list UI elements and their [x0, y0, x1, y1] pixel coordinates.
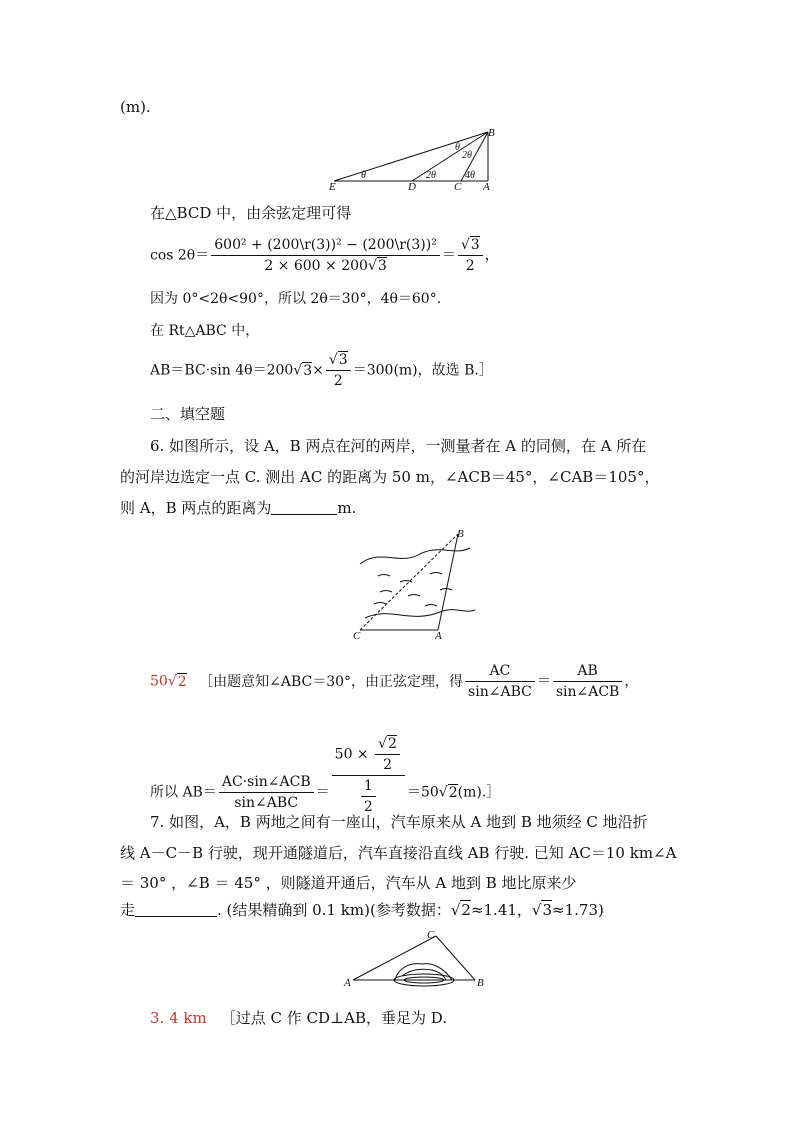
q6-line1: 6. 如图所示，设 A，B 两点在河的两岸，一测量者在 A 的同侧，在 A 所在 [150, 437, 647, 455]
rt-triangle-line: 在 Rt△ABC 中， [150, 323, 260, 339]
answer-blank[interactable] [271, 500, 337, 515]
ab-result-line: AB＝BC·sin 4θ＝200√3× $\frac{√3}{2}$ ＝300(m)，故选 B.］ [150, 352, 493, 389]
cosine-formula: cos 2θ＝ $\frac{\text{600² + (200\textbackslash{}r(3))² − (200\textbackslash{}r(3))²}}{2 \times 600 \times 200√3}$ ＝ $\frac{√3}{2}$ ， [150, 237, 499, 274]
q6-line2: 的河岸边选定一点 C. 测出 AC 的距离为 50 m，∠ACB＝45°，∠CAB＝105°， [120, 468, 660, 486]
angle-range-line: 因为 0°<2θ<90°，所以 2θ＝30°，4θ＝60°. [150, 291, 442, 307]
angle-b2: 2θ [462, 150, 472, 161]
label-B: B [457, 528, 464, 540]
angle-b1: θ [455, 142, 460, 153]
answer-blank[interactable] [135, 902, 217, 917]
q6-line3: 则 A，B 两点的距离为 m. [120, 499, 357, 517]
label-A: A [483, 181, 490, 193]
q7-line2: 线 A－C－B 行驶，现开通隧道后，汽车直接沿直线 AB 行驶. 已知 AC＝10 km∠A [120, 844, 677, 862]
figure-river [350, 526, 480, 641]
angle-e: θ [361, 170, 366, 181]
q7-answer: 3. 4 km [150, 1009, 207, 1027]
q6-answer: 50√2 [150, 673, 187, 690]
q7-line3: ＝ 30° ，∠B ＝ 45° ，则隧道开通后，汽车从 A 地到 B 地比原来少 [120, 874, 577, 892]
label-C: C [353, 630, 361, 641]
q7-solution: 3. 4 km ［过点 C 作 CD⊥AB，垂足为 D. [150, 1009, 447, 1027]
q6-solution-line1: 50√2 ［由题意知∠ABC＝30°，由正弦定理，得 $\frac{AC}{\text{sin∠ABC}}$ ＝ $\frac{AB}{\text{sin∠ACB}}$ ， [150, 663, 639, 700]
q6-solution-line2: 所以 AB＝ $\frac{\text{AC·sin∠ACB}}{\text{sin∠ABC}}$ ＝ 50 × $\frac{√2}{2}$ $\frac{1}{2}$ ＝50√2(m).］ [150, 736, 501, 815]
label-E: E [329, 181, 336, 193]
label-C: C [454, 181, 462, 193]
solution-intro: 在△BCD 中，由余弦定理可得 [150, 204, 352, 222]
angle-c: 4θ [465, 170, 475, 181]
figure-triangle-ecda [325, 124, 505, 194]
q7-line4: 走 . (结果精确到 0.1 km)(参考数据：√2≈1.41，√3≈1.73) [120, 901, 604, 919]
label-B: B [477, 977, 484, 989]
angle-d: 2θ [426, 170, 436, 181]
section-title: 二、填空题 [150, 405, 226, 423]
label-D: D [408, 181, 416, 193]
label-A: A [344, 977, 351, 989]
figure-mountain [340, 928, 490, 990]
q7-line1: 7. 如图，A，B 两地之间有一座山，汽车原来从 A 地到 B 地须经 C 地沿折 [150, 813, 648, 831]
unit-line: (m). [120, 98, 151, 116]
label-C: C [427, 929, 435, 941]
label-A: A [435, 630, 442, 641]
label-B: B [488, 127, 495, 139]
